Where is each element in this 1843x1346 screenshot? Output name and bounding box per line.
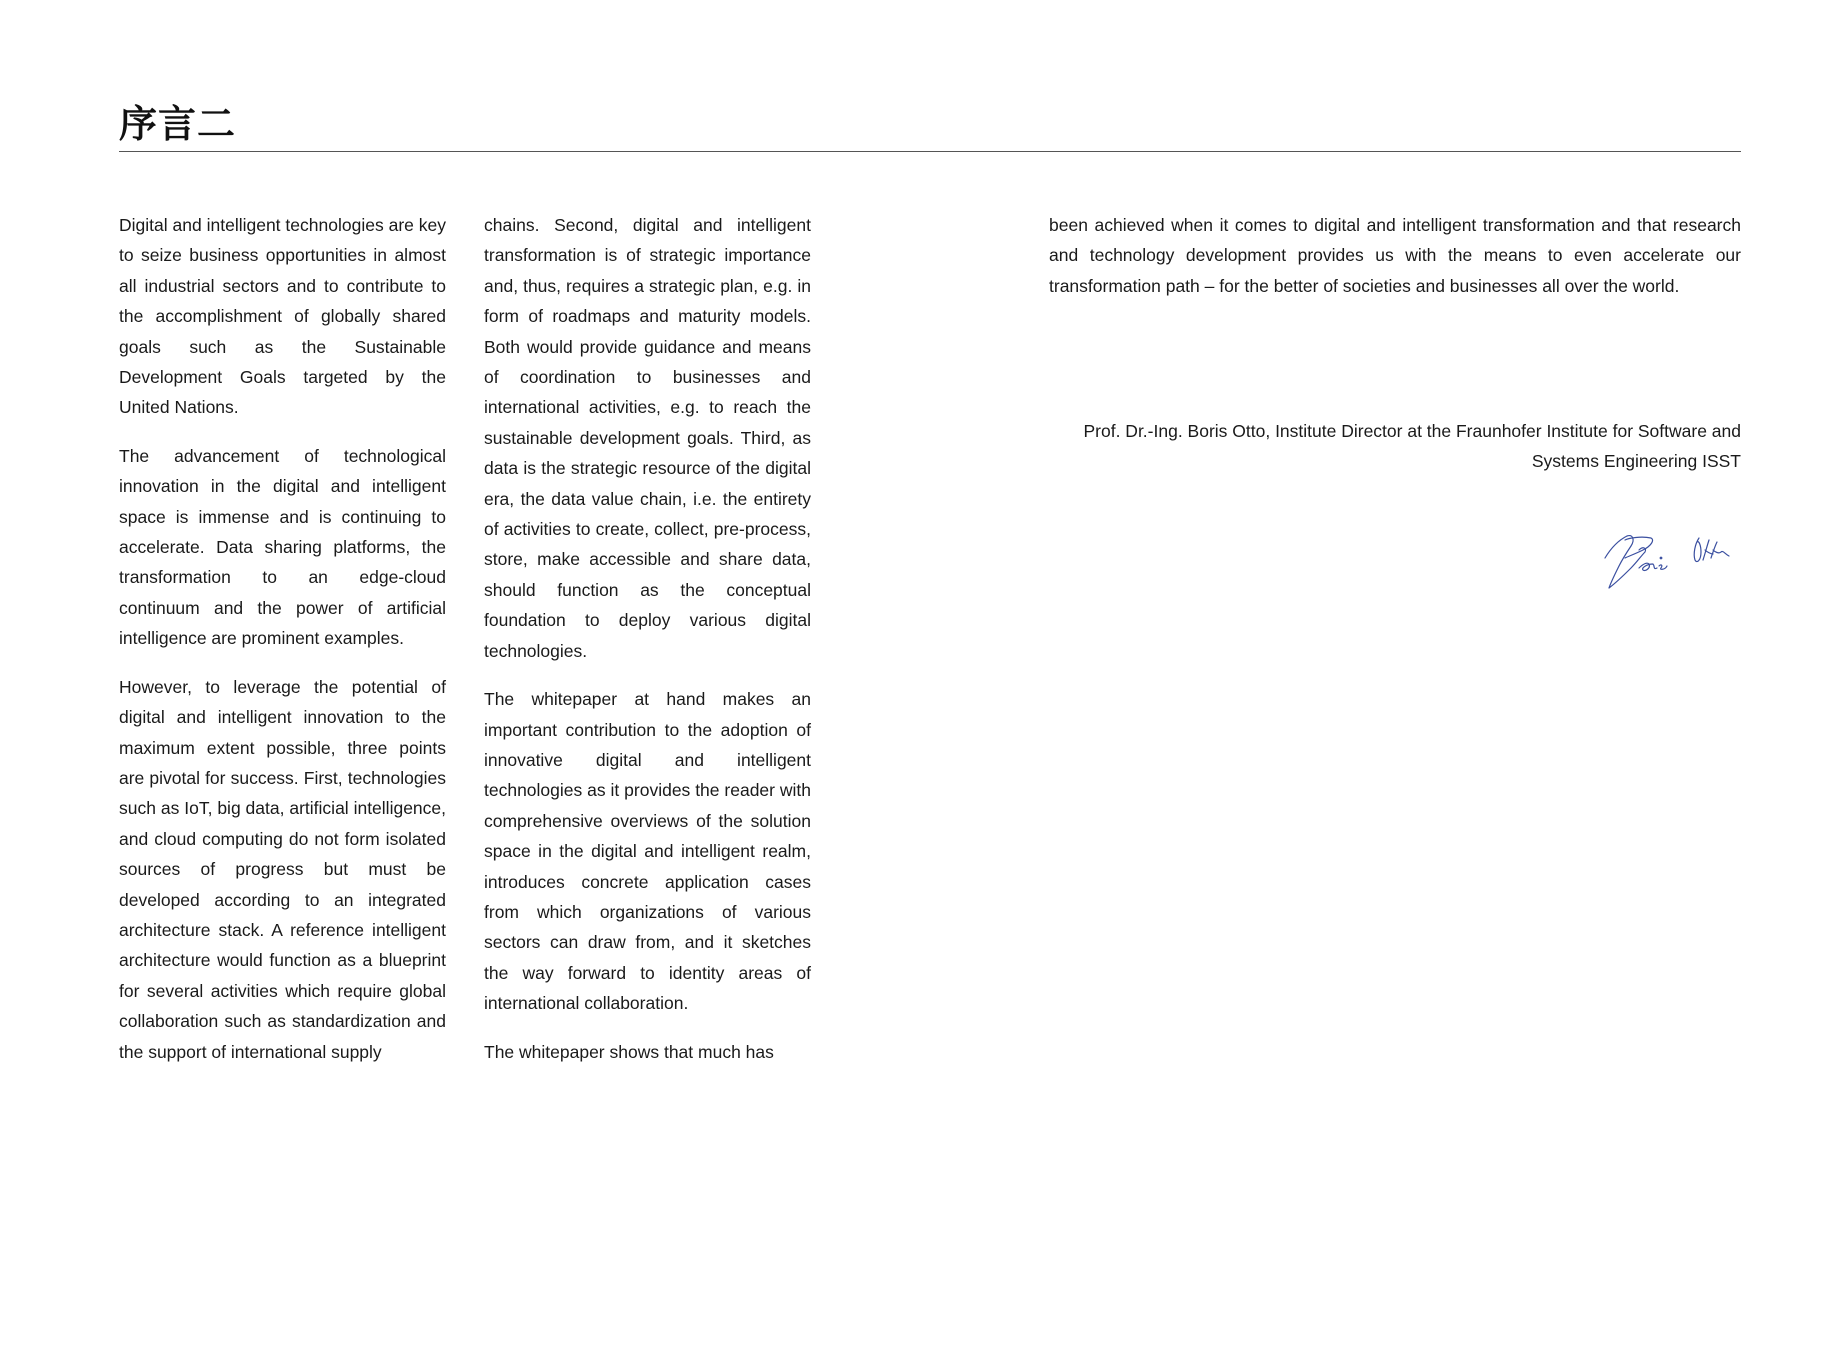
- author-signoff: Prof. Dr.-Ing. Boris Otto, Institute Director at the Fraunhofer Institute for Software and Systems Engineering ISST: [1083, 421, 1741, 472]
- text-column-1: [119, 210, 446, 1085]
- paragraph: been achieved when it comes to digital and intelligent transformation and that research and technology development provides us with the means to even accelerate our transformation path – for the better of societies and businesses all over the world.: [1049, 215, 1741, 296]
- text-column-2: [484, 210, 811, 1085]
- paragraph: The advancement of technological innovation in the digital and intelligent space is immense and is continuing to accelerate. Data sharing platforms, the transformation to an edge-cloud continuum and the power of artificial intelligence are prominent examples.: [119, 445, 446, 649]
- title-divider: [119, 151, 1741, 152]
- paragraph: chains. Second, digital and intelligent transformation is of strategic importance and, thus, requires a strategic plan, e.g. in form of roadmaps and maturity models. Both would provide guidance and means of coordination to businesses and international activities, e.g. to reach the sustainable development goals. Third, as data is the strategic resource of the digital era, the data value chain, i.e. the entirety of activities to create, collect, pre-process, store, make accessible and share data, should function as the conceptual foundation to deploy various digital technologies.: [484, 215, 811, 661]
- page-title: 序言二: [119, 102, 237, 146]
- paragraph: The whitepaper shows that much has: [484, 1041, 774, 1062]
- signature-strokes: [1605, 536, 1729, 588]
- handwritten-signature: [1595, 510, 1735, 595]
- paragraph: However, to leverage the potential of digital and intelligent innovation to the maximum extent possible, three points are pivotal for success. First, technologies such as IoT, big data, artificial intelligence, and cloud computing do not form isolated sources of progress but must be developed according to an integrated architecture stack. A reference intelligent architecture would function as a blueprint for several activities which require global collaboration such as standardization and the support of international supply: [119, 676, 446, 1062]
- paragraph: Digital and intelligent technologies are key to seize business opportunities in almost all industrial sectors and to contribute to the accomplishment of globally shared goals such as the Sustainable Development Goals targeted by the United Nations.: [119, 215, 446, 418]
- paragraph: The whitepaper at hand makes an important contribution to the adoption of innovative digital and intelligent technologies as it provides the reader with comprehensive overviews of the solution space in the digital and intelligent realm, introduces concrete application cases from which organizations of various sectors can draw from, and it sketches the way forward to identity areas of international collaboration.: [484, 689, 811, 1014]
- text-column-3: [1049, 210, 1741, 319]
